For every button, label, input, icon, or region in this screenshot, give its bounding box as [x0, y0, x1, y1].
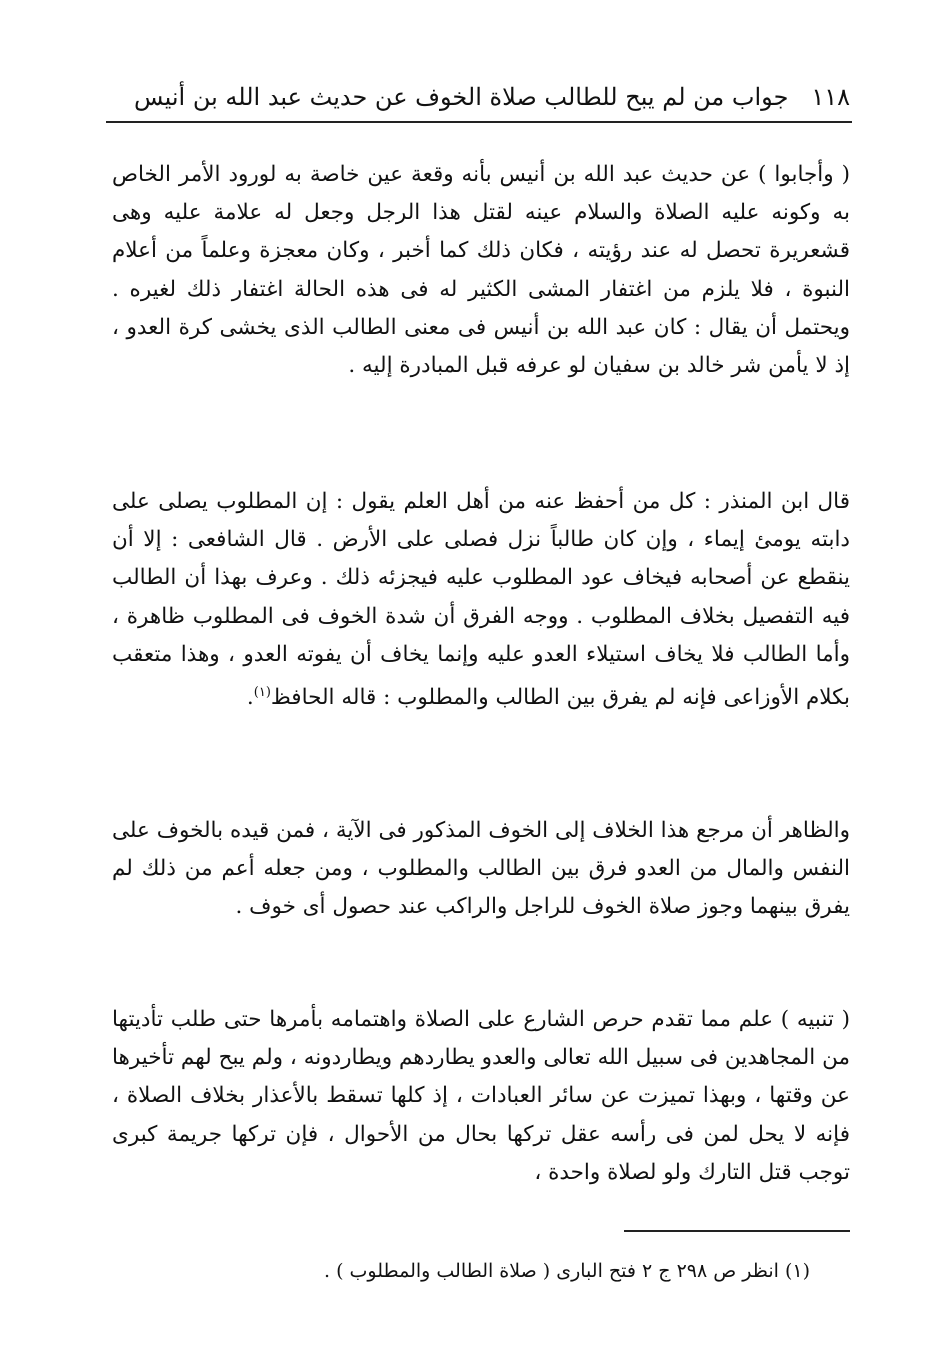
footnote: (١) انظر ص ٢٩٨ ج ٢ فتح البارى ( صلاة الطالب والمطلوب ) .: [324, 1260, 810, 1282]
paragraph-2: قال ابن المنذر : كل من أحفظ عنه من أهل العلم يقول : إن المطلوب يصلى على دابته يومئ إيماء ، وإن كان طالباً نزل فصلى على الأرض . قال الشافعى : إلا أن ينقطع عن أصحابه فيخاف عود المطلوب عليه فيجزئه ذلك . وعرف بهذا أن الطالب فيه التفصيل بخلاف المطلوب . ووجه الفرق أن شدة الخوف فى المطلوب ظاهرة ، وأما الطالب فلا يخاف استيلاء العدو عليه وإنما يخاف أن يفوته العدو ، وهذا متعقب بكلام الأوزاعى فإنه لم يفرق بين الطالب والمطلوب : قاله الحافظ$^{(١)}$.: [112, 489, 850, 711]
page-number: ١١٨: [811, 83, 850, 111]
paragraph-4: ( تنبيه ) علم مما تقدم حرص الشارع على الصلاة واهتمامه بأمرها حتى طلب تأديتها من المجاهدين فى سبيل الله تعالى والعدو يطاردهم ويطاردونه ، ولم يبح لهم تأخيرها عن وقتها ، وبهذا تميزت عن سائر العبادات ، إذ كلها تسقط بالأعذار بخلاف الصلاة ، فإنه لا يحل لمن فى رأسه عقل تركها بحال من الأحوال ، فإن تركها جريمة كبرى توجب قتل التارك ولو لصلاة واحدة ،: [112, 1007, 850, 1185]
page-header: [108, 78, 850, 116]
paragraph-1: ( وأجابوا ) عن حديث عبد الله بن أنيس بأنه وقعة عين خاصة به لورود الأمر الخاص به وكونه عليه الصلاة والسلام عينه لقتل هذا الرجل وجعل له علامة عليه وهى قشعريرة تحصل له عند رؤيته ، فكان ذلك كما أخبر ، وكان معجزة وعلماً من أعلام النبوة ، فلا يلزم من اغتفار المشى الكثير له فى هذه الحالة اغتفار ذلك لغيره . ويحتمل أن يقال : كان عبد الله بن أنيس فى معنى الطالب الذى يخشى كرة العدو ، إذ لا يأمن شر خالد بن سفيان لو عرفه قبل المبادرة إليه .: [112, 162, 850, 379]
footnote-divider: [624, 1230, 850, 1232]
paragraph-3: والظاهر أن مرجع هذا الخلاف إلى الخوف المذكور فى الآية ، فمن قيده بالخوف على النفس والمال من العدو فرق بين الطالب والمطلوب ، ومن جعله أعم من ذلك لم يفرق بينهما وجوز صلاة الخوف للراجل والراكب عند حصول أى خوف .: [112, 818, 850, 920]
running-title: جواب من لم يبح للطالب صلاة الخوف عن حديث عبد الله بن أنيس: [134, 83, 789, 111]
footnote-reference: (١): [253, 685, 271, 701]
header-divider: [106, 121, 852, 123]
paragraph-2-text: قال ابن المنذر : كل من أحفظ عنه من أهل العلم يقول : إن المطلوب يصلى على دابته يومئ إيماء ، وإن كان طالباً نزل فصلى على الأرض . قال الشافعى : إلا أن ينقطع عن أصحابه فيخاف عود المطلوب عليه فيجزئه ذلك . وعرف بهذا أن الطالب فيه التفصيل بخلاف المطلوب . ووجه الفرق أن شدة الخوف فى المطلوب ظاهرة ، وأما الطالب فلا يخاف استيلاء العدو عليه وإنما يخاف أن يفوته العدو ، وهذا متعقب بكلام الأوزاعى فإنه لم يفرق بين الطالب والمطلوب : قاله الحافظ: [112, 489, 850, 711]
